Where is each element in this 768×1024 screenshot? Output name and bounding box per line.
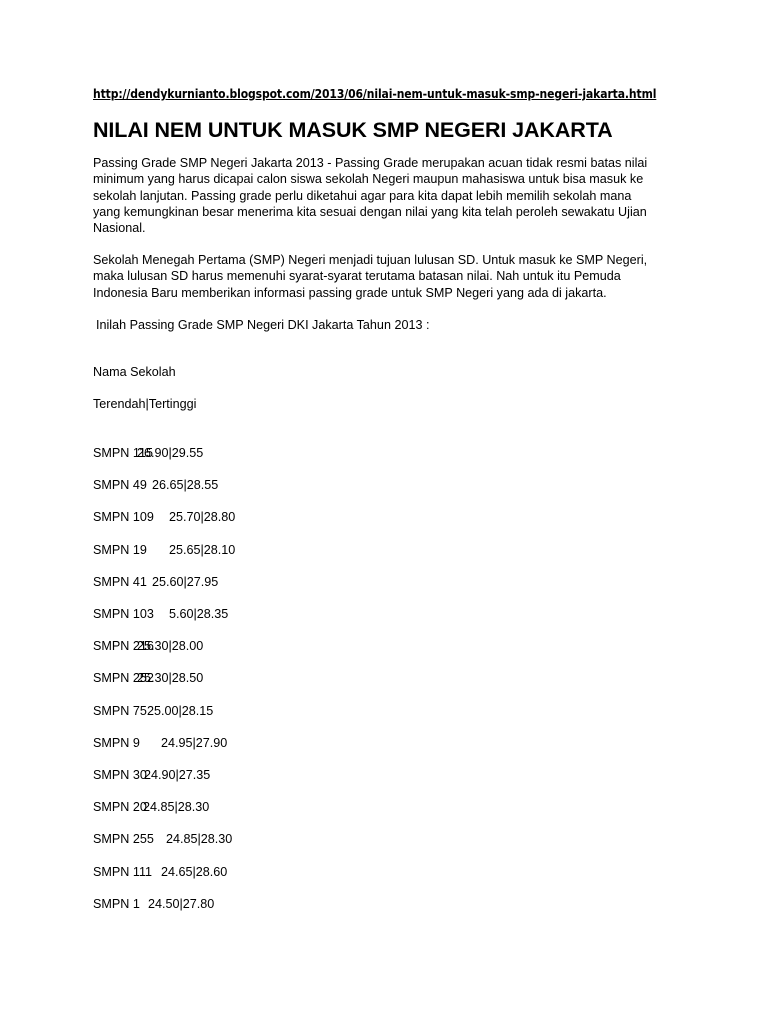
school-grade-range: 24.95|27.90 xyxy=(161,735,228,750)
intro-paragraph-2 xyxy=(93,252,647,301)
school-grade-range: 25.65|28.10 xyxy=(169,542,236,557)
school-name: SMPN 75 xyxy=(93,703,147,718)
school-grade-range: 25.60|27.95 xyxy=(152,574,219,589)
paragraph-line: maka lulusan SD harus memenuhi syarat-syarat terutama batasan nilai. Nah untuk itu Pemuda xyxy=(93,269,621,284)
paragraph-line: sekolah lanjutan. Passing grade perlu diketahui agar para kita dapat lebih memilih sekolah mana xyxy=(93,188,632,203)
school-grade-range: 25.30|28.50 xyxy=(137,671,204,686)
school-name: SMPN 111 xyxy=(93,864,153,879)
school-name: SMPN 1 xyxy=(93,896,140,911)
paragraph-line: minimum yang harus dicapai calon siswa sekolah Negeri maupun mahasiswa untuk bisa masuk ke xyxy=(93,172,644,187)
paragraph-line: Inilah Passing Grade SMP Negeri DKI Jakarta Tahun 2013 : xyxy=(96,318,430,332)
school-name: SMPN 19 xyxy=(93,542,147,557)
school-grade-range: 25.70|28.80 xyxy=(169,510,236,525)
school-grade-range: 25.00|28.15 xyxy=(147,703,214,718)
school-name: SMPN 103 xyxy=(93,607,154,621)
school-grade-range: 24.85|28.30 xyxy=(166,832,233,847)
paragraph-line: Passing Grade SMP Negeri Jakarta 2013 - Passing Grade merupakan acuan tidak resmi batas nilai xyxy=(93,156,648,170)
school-name: SMPN 30 xyxy=(93,768,147,782)
page-title: NILAI NEM UNTUK MASUK SMP NEGERI JAKARTA xyxy=(93,118,613,142)
school-name: SMPN 109 xyxy=(93,510,154,525)
header-grade-range: Terendah|Tertinggi xyxy=(93,397,197,411)
school-grade-range: 24.90|27.35 xyxy=(144,768,211,782)
school-name: SMPN 49 xyxy=(93,478,147,493)
school-grade-range: 24.50|27.80 xyxy=(148,896,215,911)
paragraph-line: yang kemungkinan besar menerima kita sesuai dengan nilai yang kita telah peroleh sewakatu Ujian xyxy=(93,204,647,219)
school-name: SMPN 115 xyxy=(93,446,153,460)
school-grade-range: 25.30|28.00 xyxy=(137,639,204,654)
school-grade-range: 24.65|28.60 xyxy=(161,864,228,879)
source-url-link[interactable]: http://dendykurnianto.blogspot.com/2013/06/nilai-nem-untuk-masuk-smp-negeri-jakarta.html xyxy=(93,87,657,101)
paragraph-line: Indonesia Baru memberikan informasi passing grade untuk SMP Negeri yang ada di jakarta. xyxy=(93,285,607,300)
intro-paragraph-1 xyxy=(93,155,647,236)
school-grade-range: 5.60|28.35 xyxy=(169,607,229,621)
school-name: SMPN 9 xyxy=(93,735,140,750)
school-grade-range: 24.85|28.30 xyxy=(143,800,210,815)
school-name: SMPN 41 xyxy=(93,574,147,589)
paragraph-line: Sekolah Menegah Pertama (SMP) Negeri menjadi tujuan lulusan SD. Untuk masuk ke SMP Negeri, xyxy=(93,253,648,267)
school-name: SMPN 252 xyxy=(93,671,154,686)
paragraph-line: Nasional. xyxy=(93,221,146,236)
table-intro-line xyxy=(96,317,429,333)
school-name: SMPN 216 xyxy=(93,639,154,654)
header-school-name: Nama Sekolah xyxy=(93,365,176,379)
school-grade-range: 26.90|29.55 xyxy=(137,446,204,460)
school-name: SMPN 20 xyxy=(93,800,147,815)
school-name: SMPN 255 xyxy=(93,832,154,847)
school-grade-range: 26.65|28.55 xyxy=(152,478,219,493)
